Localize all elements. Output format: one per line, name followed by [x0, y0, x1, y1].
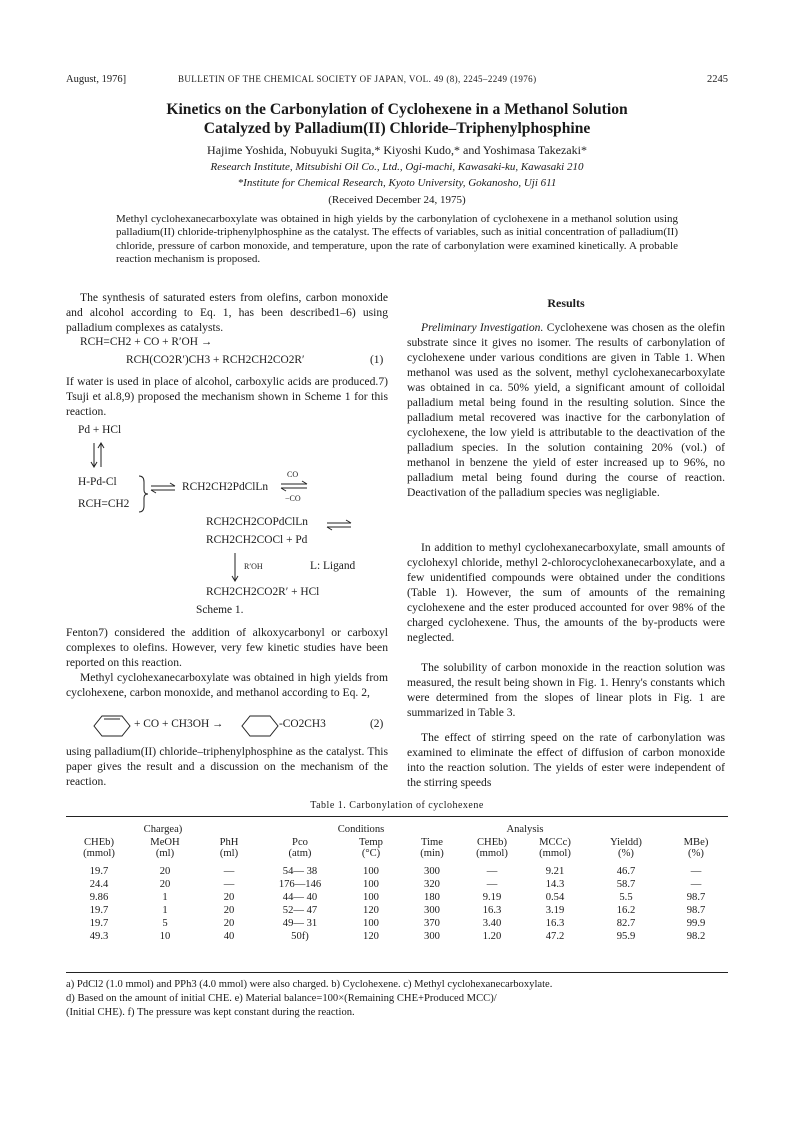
table-cell: 82.7 — [616, 918, 636, 929]
table-cell: 40 — [223, 931, 235, 942]
column-header-pco — [260, 836, 340, 860]
table-cell: — — [486, 866, 498, 877]
header-label: PhH — [219, 837, 239, 848]
header-label: Temp — [359, 837, 383, 848]
table-cell: 120 — [363, 905, 379, 916]
table-cell: 1.20 — [482, 931, 502, 942]
scheme-hpdcl: H-Pd-Cl — [78, 476, 117, 488]
brace-icon — [137, 474, 149, 514]
table-cell: 300 — [424, 931, 440, 942]
table-cell: 99.9 — [686, 918, 706, 929]
table-cell: 46.7 — [616, 866, 636, 877]
table-cell: 1 — [162, 905, 168, 916]
equation-1-number: (1) — [370, 354, 384, 366]
author-list: Hajime Yoshida, Nobuyuki Sugita,* Kiyoshi Kudo,* and Yoshimasa Takezaki* — [207, 143, 587, 157]
scheme-ligand-note: L: Ligand — [310, 560, 356, 572]
equation-2-reagents: + CO + CH3OH → — [134, 718, 224, 730]
footnote-line-1: a) PdCl2 (1.0 mmol) and PPh3 (4.0 mmol) were also charged. b) Cyclohexene. c) Methyl cyclohexanecarboxylate. — [66, 979, 553, 990]
table-cell: 49— 31 — [282, 918, 318, 929]
header-label: CHEb) — [83, 837, 114, 848]
table-row — [66, 917, 728, 930]
header-label: Time — [421, 837, 443, 848]
table-cell: 9.86 — [89, 892, 109, 903]
table-row — [66, 878, 728, 891]
table-cell: 100 — [363, 866, 379, 877]
received-date: (Received December 24, 1975) — [328, 194, 466, 206]
table-cell: 370 — [424, 918, 440, 929]
table-cell: 20 — [223, 892, 235, 903]
table-group-row — [66, 818, 728, 836]
table-body — [66, 860, 728, 943]
scheme-co-label: CO — [287, 470, 299, 479]
results-paragraph-3: The solubility of carbon monoxide in the reaction solution was measured, the result being shown in Fig. 1. Henry's constants which were determined from the slopes of linear plots in Fig. 1 are summarized in Table 3. — [407, 661, 725, 719]
issue-date: August, 1976] — [66, 74, 127, 85]
cyclohexane-ring-icon — [240, 714, 280, 738]
table-cell: 20 — [159, 879, 171, 890]
title-line-1: Kinetics on the Carbonylation of Cyclohexene in a Methanol Solution — [166, 101, 628, 118]
scheme-roh-label: R′OH — [244, 562, 263, 571]
table-cell: 19.7 — [89, 905, 109, 916]
table-cell: 9.21 — [545, 866, 565, 877]
header-unit: (ml) — [219, 848, 239, 859]
intro-paragraph-2: If water is used in place of alcohol, carboxylic acids are produced.7) Tsuji et al.8,9) proposed the mechanism shown in Scheme 1 for this reaction. — [66, 375, 388, 418]
table-cell: 0.54 — [545, 892, 565, 903]
table-cell: 16.3 — [545, 918, 565, 929]
equation-1-line-2: RCH(CO2R′)CH3 + RCH2CH2CO2R′ — [126, 354, 305, 366]
table-cell: 100 — [363, 892, 379, 903]
affiliation-1: Research Institute, Mitsubishi Oil Co., Ltd., Ogi-machi, Kawasaki-ku, Kawasaki 210 — [210, 161, 584, 173]
table-cell: 98.7 — [686, 905, 706, 916]
table-cell: — — [223, 866, 235, 877]
column-header-time — [402, 836, 462, 860]
intro-paragraph-5: using palladium(II) chloride–triphenylphosphine as the catalyst. This paper gives the result and a discussion on the mechanism of the reaction. — [66, 745, 388, 788]
results-paragraph-1-text: Cyclohexene was chosen as the olefin substrate since it gives no isomer. The results of carbonylation of cyclohexene under various conditions are given in Table 1. When methanol was used as the solvent, methyl cyclohexanecarboxylate was obtained in ca. 50% yield, a significant amount of colloidal palladium metal being found in the resulting solution. Since the palladium metal recovered was inactive for the carbonylation of cyclohexene, the low yield is attributable to the deactivation of the palladium species. In the solution containing 20% (vol.) of methanol in benzene the yield of ester increased up to 96%, no palladium metal being found during the course of reaction. Deactivation of the palladium species was negligiable. — [407, 321, 725, 499]
table-row — [66, 904, 728, 917]
equilibrium-vertical-arrows-icon — [88, 440, 108, 470]
table-cell: — — [223, 879, 235, 890]
header-label: Pco — [292, 837, 308, 848]
table-cell: 16.2 — [616, 905, 636, 916]
table-cell: 49.3 — [89, 931, 109, 942]
header-unit: (mmol) — [83, 848, 115, 859]
table-cell: — — [486, 879, 498, 890]
table-cell: 98.2 — [686, 931, 706, 942]
equation-2-number: (2) — [370, 718, 384, 730]
table-top-rule — [66, 816, 728, 817]
group-header-conditions: Conditions — [337, 824, 385, 835]
title-line-2: Catalyzed by Palladium(II) Chloride–Triphenylphosphine — [203, 120, 591, 137]
footnote-line-2: d) Based on the amount of initial CHE. e) Material balance=100×(Remaining CHE+Produced MCC)/ — [66, 993, 497, 1004]
scheme-intermediate-2: RCH2CH2COPdClLn — [206, 516, 308, 528]
table-row — [66, 891, 728, 904]
header-label: MeOH — [150, 837, 180, 848]
carbonylation-table — [66, 818, 728, 943]
table-cell: 54— 38 — [282, 866, 318, 877]
table-cell: 20 — [223, 918, 235, 929]
intro-paragraph-1: The synthesis of saturated esters from olefins, carbon monoxide and alcohol according to Eq. 1, has been described1–6) using palladium complexes as catalysts. — [66, 291, 388, 334]
table-cell: 98.7 — [686, 892, 706, 903]
table-cell: 5 — [162, 918, 168, 929]
table-cell: 3.40 — [482, 918, 502, 929]
table-cell: 52— 47 — [282, 905, 318, 916]
table-cell: 95.9 — [616, 931, 636, 942]
equation-1-line-1: RCH=CH2 + CO + R′OH → — [80, 336, 213, 348]
table-cell: 24.4 — [89, 879, 109, 890]
scheme-minus-co-label: −CO — [285, 494, 301, 503]
table-cell: 300 — [424, 866, 440, 877]
table-cell: 100 — [363, 879, 379, 890]
page-number: 2245 — [707, 74, 728, 85]
column-header-mcc — [522, 836, 588, 860]
table-cell: 47.2 — [545, 931, 565, 942]
footnote-line-3: (Initial CHE). f) The pressure was kept constant during the reaction. — [66, 1007, 355, 1018]
table-footnotes — [66, 978, 728, 1020]
results-paragraph-1 — [407, 320, 725, 500]
header-unit: (°C) — [361, 848, 381, 859]
table-cell: 19.7 — [89, 918, 109, 929]
table-cell: 9.19 — [482, 892, 502, 903]
column-header-phh — [198, 836, 260, 860]
cyclohexene-ring-icon — [92, 714, 132, 738]
table-cell: 20 — [159, 866, 171, 877]
header-unit: (%) — [618, 848, 634, 859]
abstract: Methyl cyclohexanecarboxylate was obtained in high yields by the carbonylation of cyclohexene in a methanol solution using palladium(II) chloride-triphenylphosphine as the catalyst. The effects of variables, such as initial concentration of palladium(II) chloride, pressure of carbon monoxide, and temperature, upon the rate of carbonylation were examined kinetically. A probable reaction mechanism is proposed. — [116, 213, 678, 265]
table-cell: 120 — [363, 931, 379, 942]
table-bottom-rule — [66, 972, 728, 973]
down-arrow-icon — [230, 552, 240, 582]
header-unit: (mmol) — [539, 848, 571, 859]
header-label: MCCc) — [539, 837, 571, 848]
scheme-product: RCH2CH2CO2R′ + HCl — [206, 586, 320, 598]
affiliation-2: *Institute for Chemical Research, Kyoto University, Gokanosho, Uji 611 — [237, 177, 557, 189]
table-cell: 320 — [424, 879, 440, 890]
group-header-charge: Chargea) — [143, 824, 183, 835]
header-unit: (ml) — [155, 848, 175, 859]
column-header-temp — [340, 836, 402, 860]
table-cell: — — [690, 866, 702, 877]
table-cell: 16.3 — [482, 905, 502, 916]
table-cell: 100 — [363, 918, 379, 929]
section-heading-results: Results — [547, 296, 585, 310]
table-caption: Table 1. Carbonylation of cyclohexene — [310, 800, 484, 811]
table-cell: 10 — [159, 931, 171, 942]
article-title — [66, 100, 728, 138]
column-header-mb — [664, 818, 728, 860]
running-header — [66, 74, 728, 88]
table-cell: 1 — [162, 892, 168, 903]
results-paragraph-2: In addition to methyl cyclohexanecarboxylate, small amounts of cyclohexyl chloride, methyl 2-chlorocyclohexanecarboxylate, and a few unidentified compounds were obtained under the conditions (Table 1). However, the sum of amounts of the remaining cyclohexene and the ester produced accounted for over 98% of the charged cyclohexene. Thus, the amounts of the by-products were neglected. — [407, 541, 725, 644]
table-cell: 176—146 — [278, 879, 322, 890]
table-cell: 50f) — [291, 931, 309, 942]
results-paragraph-4: The effect of stirring speed on the rate of carbonylation was examined to eliminate the effect of diffusion of carbon monoxide into the reaction solution. The yields of ester were independent of the stirring speeds — [407, 731, 725, 789]
column-header-che — [66, 836, 132, 860]
scheme-label: Scheme 1. — [196, 604, 244, 616]
scheme-intermediate-3: RCH2CH2COCl + Pd — [206, 534, 308, 546]
equilibrium-arrow-3-icon — [326, 519, 352, 531]
table-cell: 3.19 — [545, 905, 565, 916]
header-label: Yieldd) — [610, 837, 642, 848]
table-row — [66, 860, 728, 878]
scheme-olefin: RCH=CH2 — [78, 498, 130, 510]
equilibrium-arrow-1-icon — [150, 482, 176, 494]
header-unit: (min) — [420, 848, 444, 859]
table-cell: 180 — [424, 892, 440, 903]
equation-2-product: -CO2CH3 — [279, 718, 326, 730]
header-unit: (atm) — [288, 848, 312, 859]
table-cell: 20 — [223, 905, 235, 916]
header-label: MBe) — [683, 837, 709, 848]
column-header-yield — [588, 818, 664, 860]
column-header-che-analysis — [462, 836, 522, 860]
table-cell: 14.3 — [545, 879, 565, 890]
group-header-analysis: Analysis — [506, 824, 544, 835]
table-cell: — — [690, 879, 702, 890]
column-header-meoh — [132, 836, 198, 860]
equilibrium-arrow-2-icon — [280, 480, 308, 492]
table-row — [66, 930, 728, 943]
table-cell: 44— 40 — [282, 892, 318, 903]
header-label: CHEb) — [476, 837, 507, 848]
header-unit: (%) — [688, 848, 704, 859]
header-unit: (mmol) — [476, 848, 508, 859]
scheme-pd-hcl: Pd + HCl — [78, 424, 122, 436]
table-cell: 5.5 — [619, 892, 633, 903]
intro-paragraph-4: Methyl cyclohexanecarboxylate was obtained in high yields from cyclohexene, carbon monoxide, and methanol according to Eq. 2, — [66, 671, 388, 699]
scheme-intermediate-1: RCH2CH2PdClLn — [182, 481, 269, 493]
intro-paragraph-3: Fenton7) considered the addition of alkoxycarbonyl or carboxyl complexes to olefins. However, very few kinetic studies have been reported on this reaction. — [66, 626, 388, 669]
table-cell: 300 — [424, 905, 440, 916]
journal-citation: BULLETIN OF THE CHEMICAL SOCIETY OF JAPAN, VOL. 49 (8), 2245–2249 (1976) — [178, 74, 537, 84]
table-cell: 58.7 — [616, 879, 636, 890]
table-cell: 19.7 — [89, 866, 109, 877]
subsection-lead: Preliminary Investigation. — [421, 321, 544, 334]
